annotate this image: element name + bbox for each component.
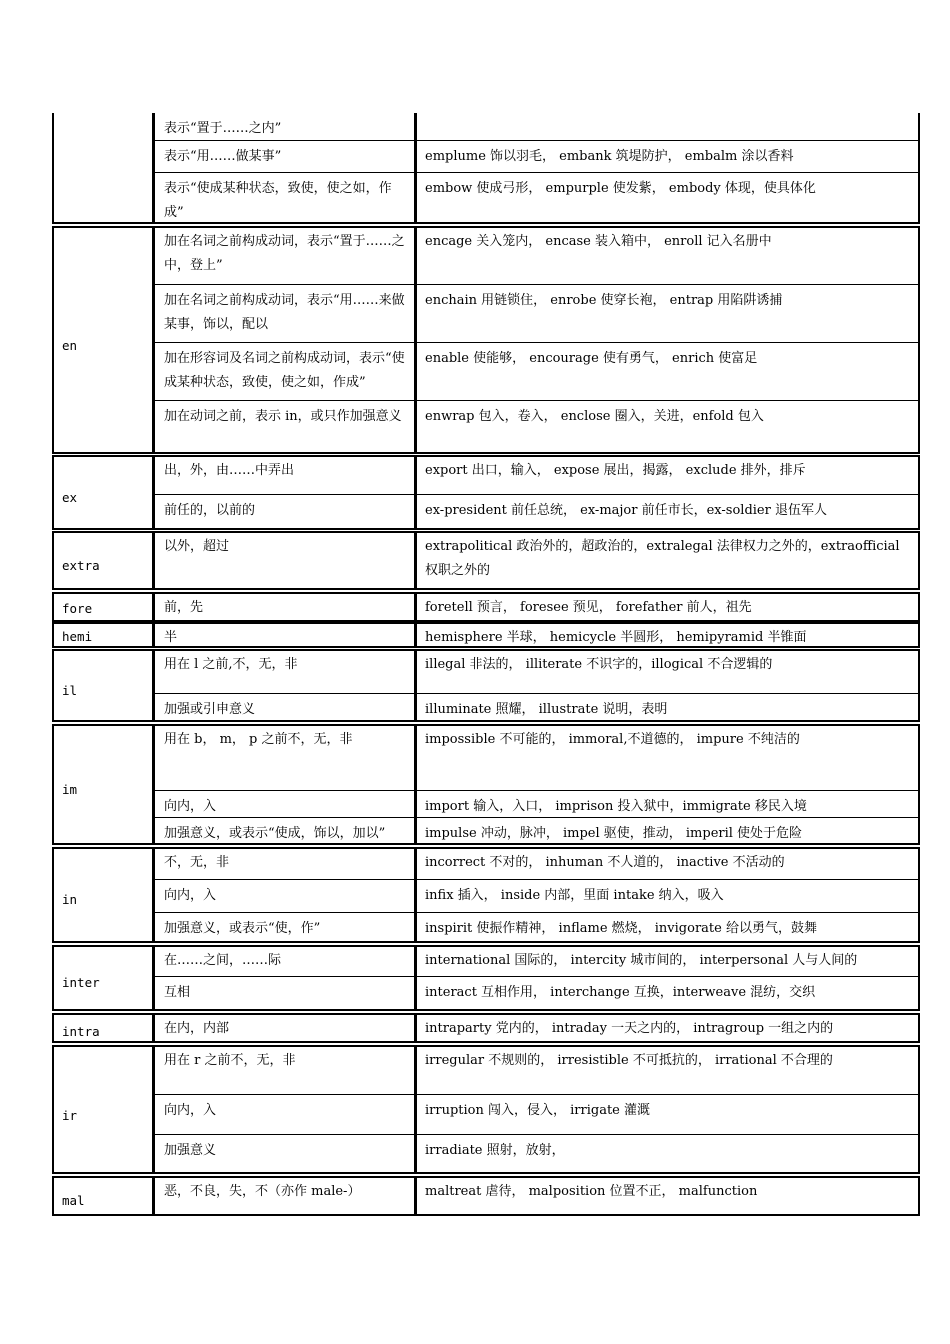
prefix-label: il bbox=[62, 683, 78, 698]
meaning-column-divider bbox=[414, 113, 417, 224]
examples-cell: intraparty 党内的， intraday 一天之内的， intragroup 一组之内的 bbox=[425, 1021, 834, 1036]
table-right-border bbox=[918, 1176, 920, 1216]
prefix-column-divider bbox=[152, 531, 155, 590]
table-left-border bbox=[52, 724, 54, 845]
table-left-border bbox=[52, 113, 54, 224]
examples-cell: inspirit 使振作精神， inflame 燃烧， invigorate 给以勇气，鼓舞 bbox=[425, 921, 817, 936]
group-bottom-border bbox=[52, 941, 920, 943]
meaning-column-divider bbox=[414, 622, 417, 648]
prefix-label: ir bbox=[62, 1108, 78, 1123]
entry-divider-right bbox=[414, 976, 920, 977]
entry-divider-left bbox=[152, 172, 417, 173]
meaning-column-divider bbox=[414, 1013, 417, 1043]
examples-cell: hemisphere 半球， hemicycle 半圆形， hemipyramid 半锥面 bbox=[425, 630, 807, 645]
table-left-border bbox=[52, 945, 54, 1011]
meaning-cell: 不，无，非 bbox=[164, 855, 230, 870]
table-left-border bbox=[52, 847, 54, 943]
table-right-border bbox=[918, 531, 920, 590]
entry-divider-left bbox=[152, 976, 417, 977]
entry-divider-right bbox=[414, 790, 920, 791]
table-right-border bbox=[918, 847, 920, 943]
group-bottom-border bbox=[52, 1172, 920, 1174]
table-left-border bbox=[52, 622, 54, 648]
meaning-column-divider bbox=[414, 649, 417, 722]
entry-divider-left bbox=[152, 400, 417, 401]
examples-cell: impulse 冲动，脉冲， impel 驱使，推动， imperil 使处于危险 bbox=[425, 826, 803, 841]
prefix-column-divider bbox=[152, 945, 155, 1011]
table-right-border bbox=[918, 945, 920, 1011]
entry-divider-right bbox=[414, 284, 920, 285]
prefix-label: en bbox=[62, 338, 78, 353]
group-top-border bbox=[52, 226, 920, 228]
meaning-cell: 加在动词之前，表示 in，或只作加强意义 bbox=[164, 409, 402, 424]
prefix-label: hemi bbox=[62, 629, 93, 644]
group-bottom-border bbox=[52, 1009, 920, 1011]
prefix-label: mal bbox=[62, 1193, 85, 1208]
entry-divider-left bbox=[152, 1094, 417, 1095]
table-left-border bbox=[52, 455, 54, 530]
examples-cell: maltreat 虐待， malposition 位置不正， malfunction bbox=[425, 1184, 758, 1199]
table-left-border bbox=[52, 226, 54, 454]
prefix-label: in bbox=[62, 892, 78, 907]
group-top-border bbox=[52, 945, 920, 947]
group-top-border bbox=[52, 1176, 920, 1178]
meaning-cell: 在……之间，……际 bbox=[164, 953, 282, 968]
entry-divider-right bbox=[414, 172, 920, 173]
entry-divider-left bbox=[152, 879, 417, 880]
meaning-cell: 恶，不良，失，不（亦作 male-） bbox=[164, 1184, 361, 1199]
group-top-border bbox=[52, 1013, 920, 1015]
table-left-border bbox=[52, 1013, 54, 1043]
meaning-cell: 互相 bbox=[164, 985, 191, 1000]
entry-divider-left bbox=[152, 817, 417, 818]
table-left-border bbox=[52, 649, 54, 722]
entry-divider-left bbox=[152, 912, 417, 913]
meaning-cell: 向内，入 bbox=[164, 799, 217, 814]
examples-cell: foretell 预言， foresee 预见， forefather 前人，祖先 bbox=[425, 600, 752, 615]
examples-cell: illegal 非法的， illiterate 不识字的，illogical 不合逻辑的 bbox=[425, 657, 773, 672]
meaning-column-divider bbox=[414, 455, 417, 530]
meaning-cell: 加强或引申意义 bbox=[164, 702, 256, 717]
examples-cell: impossible 不可能的， immoral,不道德的， impure 不纯洁的 bbox=[425, 732, 800, 747]
group-bottom-border bbox=[52, 452, 920, 454]
group-top-border bbox=[52, 649, 920, 651]
group-top-border bbox=[52, 592, 920, 594]
entry-divider-right bbox=[414, 140, 920, 141]
meaning-cell: 以外，超过 bbox=[164, 539, 230, 554]
meaning-column-divider bbox=[414, 1045, 417, 1174]
meaning-cell: 半 bbox=[164, 630, 178, 645]
examples-cell: infix 插入， inside 内部，里面 intake 纳入，吸入 bbox=[425, 888, 724, 903]
meaning-cell: 前任的，以前的 bbox=[164, 503, 256, 518]
examples-cell: embow 使成弓形， empurple 使发紫， embody 体现，使具体化 bbox=[425, 181, 816, 196]
examples-cell: irregular 不规则的， irresistible 不可抵抗的， irrational 不合理的 bbox=[425, 1053, 833, 1068]
prefix-label: im bbox=[62, 782, 78, 797]
prefix-label: intra bbox=[62, 1024, 100, 1039]
prefix-column-divider bbox=[152, 1045, 155, 1174]
table-right-border bbox=[918, 592, 920, 622]
prefix-column-divider bbox=[152, 1176, 155, 1216]
examples-cell: import 输入，入口， imprison 投入狱中，immigrate 移民入境 bbox=[425, 799, 807, 814]
meaning-cell: 加强意义 bbox=[164, 1143, 217, 1158]
table-right-border bbox=[918, 226, 920, 454]
meaning-cell: 加在名词之前构成动词，表示“置于……之中，登上” bbox=[164, 234, 405, 273]
examples-cell: export 出口，输入， expose 展出，揭露， exclude 排外，排斥 bbox=[425, 463, 806, 478]
entry-divider-right bbox=[414, 912, 920, 913]
meaning-column-divider bbox=[414, 592, 417, 622]
group-bottom-border bbox=[52, 528, 920, 530]
prefix-column-divider bbox=[152, 592, 155, 622]
entry-divider-right bbox=[414, 494, 920, 495]
entry-divider-right bbox=[414, 400, 920, 401]
examples-cell: enchain 用链锁住， enrobe 使穿长袍， entrap 用陷阱诱捕 bbox=[425, 293, 783, 308]
examples-cell: irruption 闯入，侵入， irrigate 灌溉 bbox=[425, 1103, 650, 1118]
prefix-label: extra bbox=[62, 558, 100, 573]
meaning-cell: 表示“用……做某事” bbox=[164, 149, 282, 164]
group-top-border bbox=[52, 724, 920, 726]
examples-cell: enable 使能够， encourage 使有勇气， enrich 使富足 bbox=[425, 351, 758, 366]
entry-divider-right bbox=[414, 1094, 920, 1095]
meaning-cell: 用在 l 之前,不，无，非 bbox=[164, 657, 298, 672]
prefix-column-divider bbox=[152, 724, 155, 845]
group-top-border bbox=[52, 1045, 920, 1047]
entry-divider-left bbox=[152, 494, 417, 495]
meaning-cell: 表示“使成某种状态，致使，使之如，作成” bbox=[164, 181, 392, 220]
prefix-column-divider bbox=[152, 649, 155, 722]
entry-divider-left bbox=[152, 140, 417, 141]
meaning-cell: 在内，内部 bbox=[164, 1021, 230, 1036]
group-top-border bbox=[52, 455, 920, 457]
group-bottom-border bbox=[52, 588, 920, 590]
prefix-label: ex bbox=[62, 490, 78, 505]
prefix-label: inter bbox=[62, 975, 100, 990]
entry-divider-right bbox=[414, 1134, 920, 1135]
meaning-column-divider bbox=[414, 847, 417, 943]
prefix-column-divider bbox=[152, 113, 155, 224]
prefix-column-divider bbox=[152, 622, 155, 648]
meaning-column-divider bbox=[414, 1176, 417, 1216]
table-right-border bbox=[918, 724, 920, 845]
table-left-border bbox=[52, 531, 54, 590]
prefix-column-divider bbox=[152, 226, 155, 454]
examples-cell: international 国际的， intercity 城市间的， interpersonal 人与人间的 bbox=[425, 953, 858, 968]
meaning-cell: 加在名词之前构成动词，表示“用……来做某事，饰以，配以 bbox=[164, 293, 405, 332]
meaning-cell: 用在 b， m， p 之前不，无，非 bbox=[164, 732, 353, 747]
entry-divider-left bbox=[152, 693, 417, 694]
entry-divider-right bbox=[414, 342, 920, 343]
entry-divider-right bbox=[414, 817, 920, 818]
meaning-cell: 加强意义，或表示“使成，饰以，加以” bbox=[164, 826, 386, 841]
prefix-column-divider bbox=[152, 1013, 155, 1043]
table-right-border bbox=[918, 649, 920, 722]
table-right-border bbox=[918, 622, 920, 648]
examples-cell: extrapolitical 政治外的，超政治的，extralegal 法律权力之外的，extraofficial 权职之外的 bbox=[425, 539, 900, 578]
examples-cell: incorrect 不对的， inhuman 不人道的， inactive 不活动的 bbox=[425, 855, 785, 870]
table-left-border bbox=[52, 592, 54, 622]
meaning-cell: 前，先 bbox=[164, 600, 204, 615]
prefix-label: fore bbox=[62, 601, 93, 616]
meaning-cell: 用在 r 之前不，无，非 bbox=[164, 1053, 296, 1068]
group-top-border bbox=[52, 531, 920, 533]
examples-cell: interact 互相作用， interchange 互换，interweave 混纺，交织 bbox=[425, 985, 816, 1000]
meaning-cell: 加在形容词及名词之前构成动词，表示“使成某种状态，致使，使之如，作成” bbox=[164, 351, 405, 390]
table-right-border bbox=[918, 1013, 920, 1043]
table-right-border bbox=[918, 455, 920, 530]
entry-divider-right bbox=[414, 879, 920, 880]
meaning-column-divider bbox=[414, 531, 417, 590]
entry-divider-right bbox=[414, 693, 920, 694]
entry-divider-left bbox=[152, 1134, 417, 1135]
table-left-border bbox=[52, 1176, 54, 1216]
table-right-border bbox=[918, 113, 920, 224]
meaning-cell: 向内，入 bbox=[164, 888, 217, 903]
group-bottom-border bbox=[52, 1041, 920, 1043]
meaning-cell: 向内，入 bbox=[164, 1103, 217, 1118]
examples-cell: irradiate 照射，放射， bbox=[425, 1143, 565, 1158]
examples-cell: encage 关入笼内， encase 装入箱中， enroll 记入名册中 bbox=[425, 234, 772, 249]
prefix-column-divider bbox=[152, 455, 155, 530]
examples-cell: ex-president 前任总统， ex-major 前任市长，ex-soldier 退伍军人 bbox=[425, 503, 827, 518]
table-left-border bbox=[52, 1045, 54, 1174]
meaning-cell: 加强意义，或表示“使，作” bbox=[164, 921, 321, 936]
entry-divider-left bbox=[152, 790, 417, 791]
table-right-border bbox=[918, 1045, 920, 1174]
meaning-column-divider bbox=[414, 226, 417, 454]
prefix-column-divider bbox=[152, 847, 155, 943]
meaning-cell: 表示“置于……之内” bbox=[164, 121, 282, 136]
meaning-cell: 出，外，由……中弄出 bbox=[164, 463, 295, 478]
examples-cell: illuminate 照耀， illustrate 说明，表明 bbox=[425, 702, 668, 717]
examples-cell: emplume 饰以羽毛， embank 筑堤防护， embalm 涂以香料 bbox=[425, 149, 794, 164]
group-top-border bbox=[52, 622, 920, 624]
group-bottom-border bbox=[52, 1214, 920, 1216]
meaning-column-divider bbox=[414, 724, 417, 845]
entry-divider-left bbox=[152, 342, 417, 343]
entry-divider-left bbox=[152, 284, 417, 285]
examples-cell: enwrap 包入，卷入， enclose 圈入，关进，enfold 包入 bbox=[425, 409, 764, 424]
group-top-border bbox=[52, 847, 920, 849]
meaning-column-divider bbox=[414, 945, 417, 1011]
